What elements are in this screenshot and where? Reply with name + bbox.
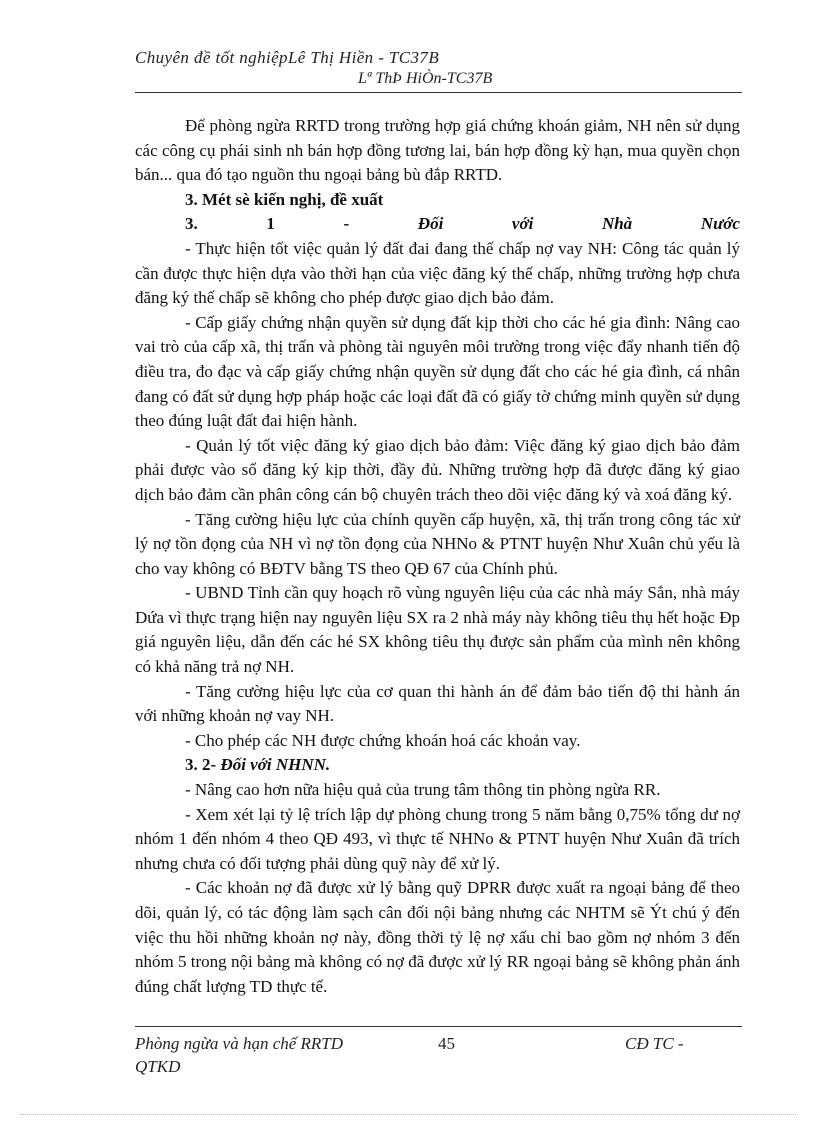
subsection-heading-2	[135, 753, 740, 778]
subsection-word: Nhà	[601, 214, 633, 234]
footer-right: CĐ TC -	[625, 1034, 684, 1053]
subsection-word: Nước	[700, 214, 740, 234]
subsection-sub: 1	[266, 214, 275, 234]
subsection-2-title: Đối với NHNN.	[220, 755, 331, 775]
footer-title: Phòng ngừa và hạn chế RRTD	[135, 1034, 344, 1053]
subsection-heading	[135, 212, 740, 237]
running-header: Chuyên đề tốt nghiệpLê Thị Hiền - TC37B	[135, 48, 440, 67]
paragraph: - Cho phép các NH được chứng khoán hoá các khoản vay.	[185, 730, 581, 750]
paragraph: - Xem xét lại tỷ lệ trích lập dự phòng chung trong 5 năm bằng 0,75% tổng dư nợ nhóm 1 đến nhóm 4 theo QĐ 493, vì thực tế NHNo & PTNT huyện Như Xuân đã trích nhưng chưa có đối tượng phải dùng quỹ này để xử lý.	[135, 804, 740, 873]
footer-rule	[135, 1026, 742, 1027]
footer-title-continued: QTKD	[135, 1057, 181, 1076]
paragraph: - Nâng cao hơn nữa hiệu quả của trung tâm thông tin phòng ngừa RR.	[185, 780, 661, 800]
page-number: 45	[438, 1034, 455, 1053]
running-header-garbled: Lª ThÞ HiÒn-TC37B	[358, 70, 493, 87]
paragraph: - UBND Tỉnh cần quy hoạch rõ vùng nguyên liệu của các nhà máy Sắn, nhà máy Dứa vì thực trạng hiện nay nguyên liệu SX ra 2 nhà máy này không tiêu thụ hết hoặc Ðp giá nguyên liệu, dẫn đến các hé SX không tiêu thụ được sản phẩm của mình nên không có khả năng trả nợ NH.	[135, 583, 740, 677]
subsection-dash: -	[343, 214, 350, 234]
paragraph: - Cấp giấy chứng nhận quyền sử dụng đất kịp thời cho các hé gia đình: Nâng cao vai trò của cấp xã, thị trấn và phòng tài nguyên môi trường trong việc đẩy nhanh tiến độ điều tra, đo đạc và cấp giấy chứng nhận quyền sử dụng đất cho các hé gia đình, cá nhân đang có đất sử dụng hợp pháp hoặc các loại đất đã có giấy tờ chứng minh quyền sử dụng theo đúng luật đất đai hiện hành.	[135, 312, 740, 431]
page-body	[135, 114, 740, 999]
paragraph: Để phòng ngừa RRTD trong trường hợp giá chứng khoán giảm, NH nên sử dụng các công cụ phái sinh nh bán hợp đồng tương lai, bán hợp đồng kỳ hạn, mua quyền chọn bán... qua đó tạo nguồn thu ngoại bảng bù đắp RRTD.	[135, 116, 740, 185]
subsection-word: Đối	[417, 214, 444, 234]
header-rule	[135, 92, 742, 93]
page-bottom-divider	[20, 1114, 796, 1115]
subsection-num: 3.	[185, 214, 198, 234]
section-heading: 3. Mét sè kiến nghị, đề xuất	[185, 189, 384, 209]
paragraph: - Thực hiện tốt việc quản lý đất đai đang thế chấp nợ vay NH: Công tác quản lý cần được thực hiện dựa vào thời hạn của việc đăng ký thế chấp, những trường hợp chưa đăng ký thế chấp sẽ không cho phép được giao dịch bảo đảm.	[135, 238, 740, 308]
paragraph: - Quản lý tốt việc đăng ký giao dịch bảo đảm: Việc đăng ký giao dịch bảo đảm phải được vào sổ đăng ký kịp thời, đầy đủ. Những trường hợp đã được đăng ký giao dịch bảo đảm cần phân công cán bộ chuyên trách theo dõi việc đăng ký và xoá đăng ký.	[135, 435, 740, 504]
paragraph: - Tăng cường hiệu lực của cơ quan thi hành án để đảm bảo tiến độ thi hành án với những khoản nợ vay NH.	[135, 681, 740, 726]
subsection-word: với	[511, 214, 534, 234]
paragraph: - Tăng cường hiệu lực của chính quyền cấp huyện, xã, thị trấn trong công tác xử lý nợ tồn đọng của NH vì nợ tồn đọng của NHNo & PTNT huyện Như Xuân chủ yếu là cho vay không có BĐTV bằng TS theo QĐ 67 của Chính phủ.	[135, 509, 740, 578]
subsection-2-num: 3. 2-	[185, 755, 217, 775]
paragraph: - Các khoản nợ đã được xử lý bằng quỹ DPRR được xuất ra ngoại bảng để theo dõi, quản lý, có tác động làm sạch cân đối nội bảng nhưng các NHTM sẽ Ýt chú ý đến việc thu hồi những khoản nợ này, đồng thời tỷ lệ nợ xấu chỉ bao gồm nợ nhóm 3 đến nhóm 5 trong nội bảng mà không có nợ đã được xử lý RR ngoại bảng sẽ không phản ánh đúng chất lượng TD thực tế.	[135, 878, 740, 996]
